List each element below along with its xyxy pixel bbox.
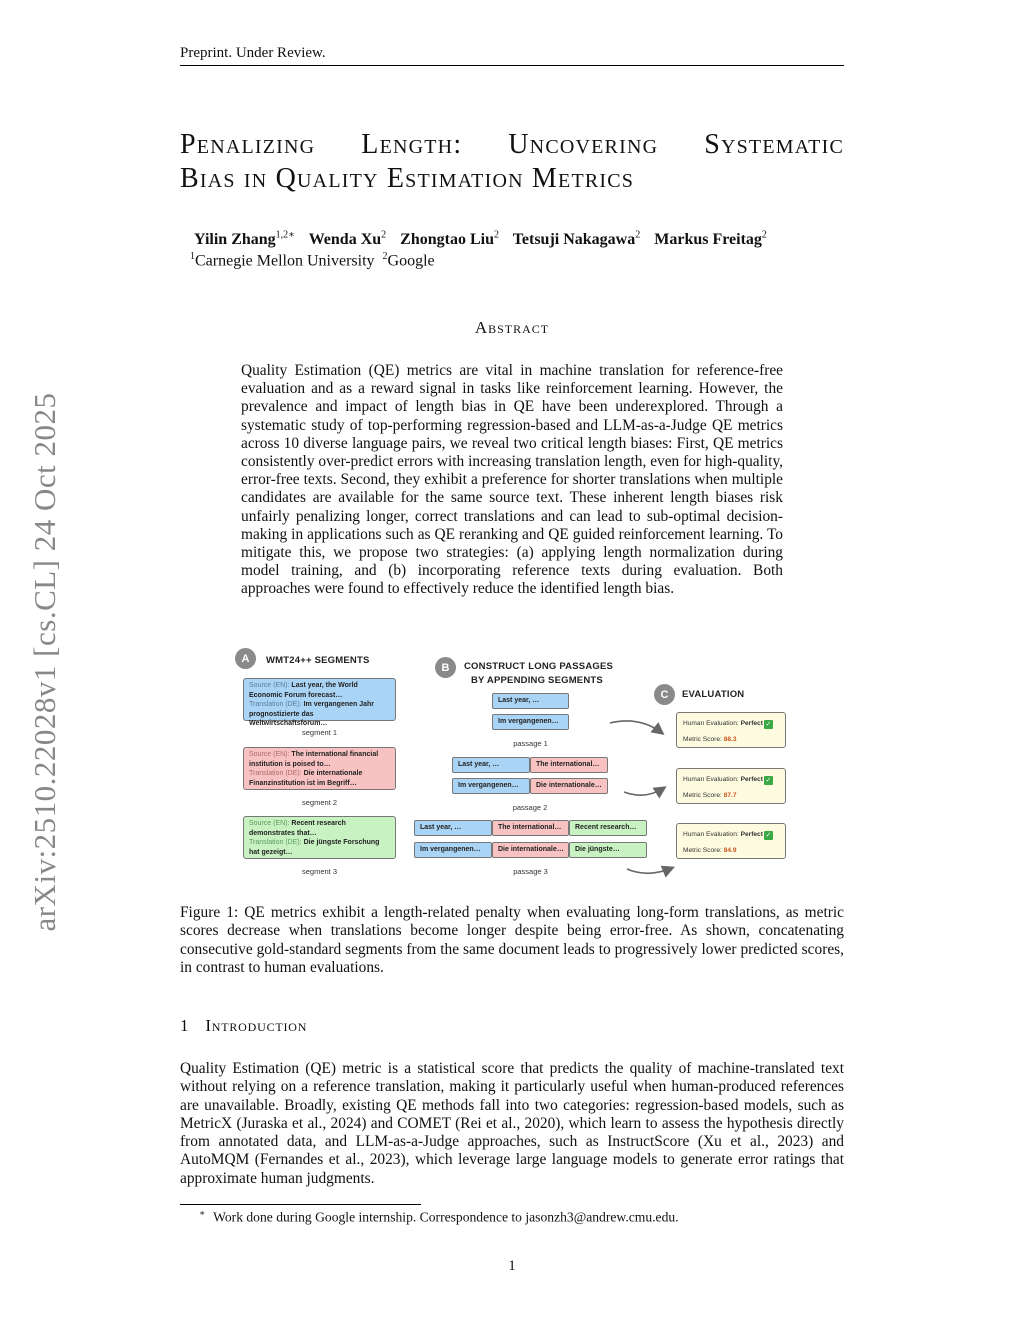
panel-b-title-1: CONSTRUCT LONG PASSAGES (464, 661, 614, 672)
translation-text: Im vergangenen Jahr prognostizierte das Weltwirtschaftsforum… (249, 701, 375, 728)
passage-3-translation-chip-2: Die internationale… (492, 842, 569, 858)
author-affil-mark: 2 (381, 230, 387, 241)
passage-3-translation-chip-1: Im vergangenen… (414, 842, 492, 858)
source-tag: Source (EN): (249, 682, 290, 689)
human-eval-value: Perfect (740, 831, 763, 838)
arrow-icon (624, 788, 664, 795)
metric-score-value: 88.3 (723, 736, 737, 743)
segment-1-label: segment 1 (301, 728, 338, 737)
translation-tag: Translation (DE): (249, 701, 302, 709)
human-eval-label: Human Evaluation: (683, 776, 739, 783)
author-affil-mark: 2 (493, 230, 499, 241)
abstract-body: Quality Estimation (QE) metrics are vital in machine translation for reference-free evaluation and as a reward signal in tasks like reinforcement learning. However, the prevalence and impact of length bias in QE have been underexplored. Through a systematic study of top-performing regression-based and LLM-as-a-Judge QE metrics across 10 diverse language pairs, we reveal two critical length biases: First, QE metrics consistently over-predict errors with increasing translation length, even for high-quality, error-free texts. Second, they exhibit a preference for shorter translations when multiple candidates are available for the same source text. These inherent length biases risk unfairly penalizing longer, correct translations and can lead to sub-optimal decision-making in applications such as QE reranking and QE guided reinforcement learning. To mitigate this, we propose two strategies: (a) applying length normalization during model training, and (b) incorporating reference texts during evaluation. Both approaches were found to effectively reduce the identified length bias. (241, 362, 783, 598)
panel-c-title: EVALUATION (682, 689, 745, 700)
affil-name: Google (387, 252, 435, 270)
author-name: Tetsuji Nakagawa (512, 231, 636, 249)
passage-3-label: passage 3 (513, 867, 548, 876)
check-icon: ✓ (765, 832, 772, 839)
author-name: Wenda Xu (308, 231, 382, 249)
footnote-text: Work done during Google internship. Correspondence to jasonzh3@andrew.cmu.edu. (213, 1209, 679, 1225)
section-title: Introduction (205, 1016, 308, 1035)
source-tag: Source (EN): (249, 751, 290, 758)
panel-b-badge: B (435, 657, 456, 678)
affil-name: Carnegie Mellon University (195, 252, 375, 270)
check-icon: ✓ (765, 721, 772, 728)
title-line-2: Bias in Quality Estimation Metrics (180, 163, 635, 194)
source-text: Recent research demonstrates that… (249, 820, 346, 837)
author-affil-mark: 2 (635, 230, 641, 241)
introduction-body: Quality Estimation (QE) metric is a statistical score that predicts the quality of machine-translated text without relying on a reference translation, making it particularly useful when human-produced references are unavailable. Broadly, existing QE methods fall into two categories: regression-based models, such as MetricX (Juraska et al., 2024) and COMET (Rei et al., 2020), which learn to assess the hypothesis directly from annotated data, and LLM-as-a-Judge approaches, such as InstructScore (Xu et al., 2023) and AutoMQM (Fernandes et al., 2023), which leverage large language models to generate error ratings that approximate human judgments. (180, 1060, 844, 1187)
affil-mark: 2 (382, 251, 388, 262)
abstract-heading: Abstract (474, 318, 550, 337)
translation-text: Die jüngste Forschung hat gezeigt… (249, 839, 380, 856)
human-eval-value: Perfect (740, 720, 763, 727)
passage-1-translation-chip: Im vergangenen… (492, 714, 569, 730)
source-text: Last year, the World Economic Forum forecast… (249, 682, 358, 699)
figure-caption: Figure 1: QE metrics exhibit a length-related penalty when evaluating long-form translations, as metric scores decrease when translations become longer despite being error-free. As shown, concatenating consecutive gold-standard segments from the same document leads to progressively lower predicted scores, in contrast to human evaluations. (180, 904, 844, 977)
author-name: Markus Freitag (654, 231, 762, 249)
metric-score-label: Metric Score: (683, 792, 722, 799)
passage-2-source-chip-2: The international… (530, 757, 608, 773)
metric-score-value: 87.7 (723, 792, 737, 799)
segment-2-label: segment 2 (301, 798, 338, 807)
metric-score-label: Metric Score: (683, 736, 722, 743)
author-name: Yilin Zhang (194, 231, 276, 249)
passage-2-translation-chip-2: Die internationale… (530, 778, 608, 794)
passage-2-translation-chip-1: Im vergangenen… (452, 778, 530, 794)
title-line-1: Penalizing Length: Uncovering Systematic (180, 129, 844, 160)
arxiv-stamp-text: arXiv:2510.22028v1 [cs.CL] 24 Oct 2025 (27, 392, 62, 932)
panel-b-title-2: BY APPENDING SEGMENTS (471, 675, 603, 686)
author-affil-mark: 1,2∗ (275, 230, 295, 241)
metric-score-label: Metric Score: (683, 847, 722, 854)
human-eval-value: Perfect (740, 776, 763, 783)
page-number: 1 (508, 1258, 516, 1274)
segment-3-label: segment 3 (301, 867, 338, 876)
passage-1-label: passage 1 (513, 739, 548, 748)
footnote-rule (180, 1204, 421, 1205)
source-tag: Source (EN): (249, 820, 290, 827)
human-eval-label: Human Evaluation: (683, 720, 739, 727)
arrow-icon (610, 721, 662, 733)
author-name: Zhongtao Liu (400, 231, 494, 249)
passage-1-source-chip: Last year, … (492, 693, 569, 709)
source-text: The international financial institution is poised to… (249, 751, 379, 768)
section-heading-introduction (180, 1016, 307, 1036)
affil-mark: 1 (190, 251, 195, 262)
passage-3-source-chip-2: The international… (492, 820, 569, 836)
footnote-mark: ∗ (199, 1208, 206, 1218)
panel-c-badge: C (654, 684, 675, 705)
metric-score-value: 84.9 (723, 847, 737, 854)
translation-text: Die internationale Finanzinstitution ist im Begriff… (249, 770, 363, 787)
check-icon: ✓ (765, 777, 772, 784)
translation-tag: Translation (DE): (249, 839, 302, 847)
section-number: 1 (180, 1016, 190, 1035)
passage-3-source-chip-3: Recent research… (569, 820, 647, 836)
running-header: Preprint. Under Review. (180, 45, 326, 61)
passage-3-translation-chip-3: Die jüngste… (569, 842, 647, 858)
arrow-icon (627, 868, 672, 873)
passage-2-label: passage 2 (512, 803, 548, 812)
translation-tag: Translation (DE): (249, 770, 302, 778)
footnote (199, 1208, 679, 1226)
human-eval-label: Human Evaluation: (683, 831, 739, 838)
passage-3-source-chip-1: Last year, … (414, 820, 492, 836)
panel-a-badge: A (235, 648, 256, 669)
passage-2-source-chip-1: Last year, … (452, 757, 530, 773)
author-affil-mark: 2 (761, 230, 767, 241)
panel-a-title: WMT24++ SEGMENTS (266, 655, 370, 666)
